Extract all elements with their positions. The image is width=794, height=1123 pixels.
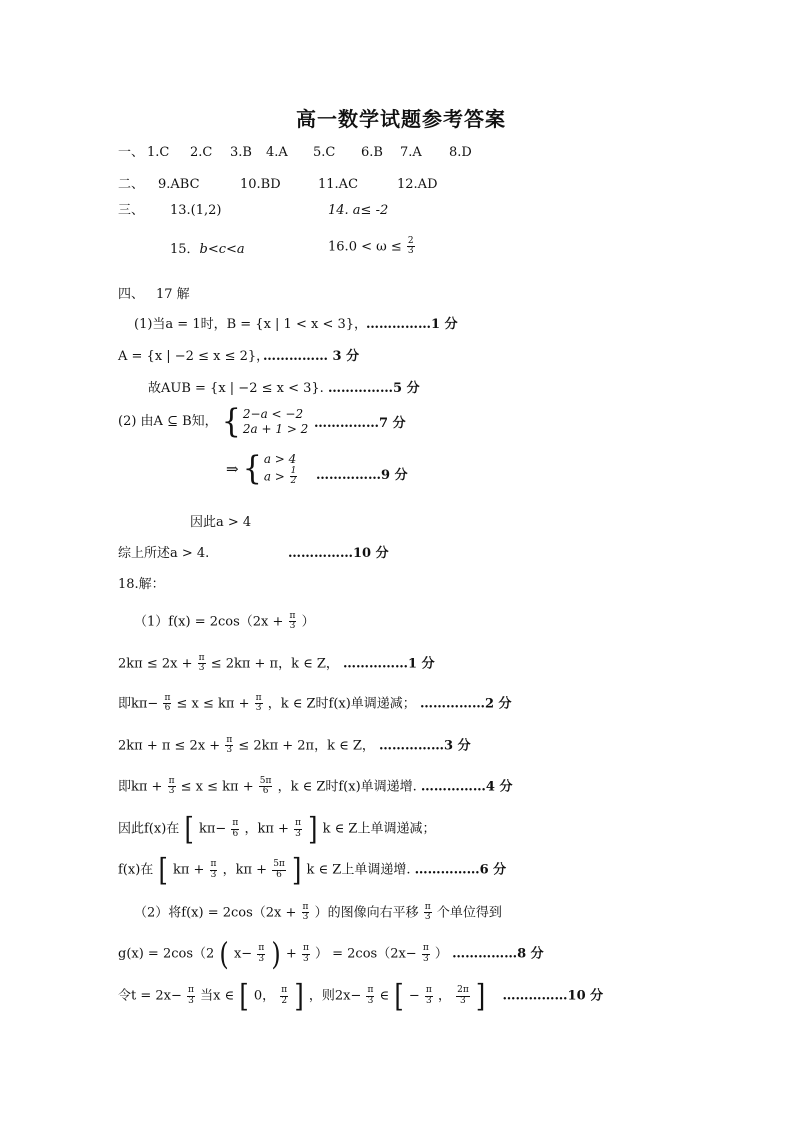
answer-text: 0 < ω ≤ <box>348 239 402 255</box>
points: ……………5 分 <box>328 381 420 396</box>
solution-line: 因此a > 4 <box>190 515 252 530</box>
fraction: $\frac{\pi}{2}$ <box>281 985 288 1006</box>
points: ……………2 分 <box>419 696 512 712</box>
fraction: $\frac{\pi}{3}$ <box>226 735 233 756</box>
answer-item: 14. a≤ -2 <box>328 203 389 218</box>
solution-line: 令t = 2x− $\frac{\pi}{3}$ 当x ∈ [ 0， $\frac{\pi}{2}$ ] ，则2x− $\frac{\pi}{3}$ ∈ [ − $\frac{\pi}{3}$ ， $\frac{2\pi}{3}$ ] ……………10 分 <box>118 977 604 1015</box>
section-label: 一、 <box>118 145 145 160</box>
fraction: $\frac{\pi}{3}$ <box>302 902 309 923</box>
answer-item: 1.C <box>147 145 170 160</box>
points: ……………4 分 <box>420 779 513 795</box>
answer-item: 5.C <box>313 145 336 160</box>
solution-line: （2）将f(x) = 2cos（2x + $\frac{\pi}{3}$ ）的图像向右平移 $\frac{\pi}{3}$ 个单位得到 <box>134 902 502 923</box>
fraction: $\frac{\pi}{3}$ <box>424 902 431 923</box>
page-title: 高一数学试题参考答案 <box>296 107 506 131</box>
fraction: $\frac{\pi}{3}$ <box>422 943 429 964</box>
answer-item: 8.D <box>449 145 472 160</box>
solution-line <box>118 402 309 441</box>
question-label: 18.解： <box>118 577 165 592</box>
fraction: $\frac{\pi}{6}$ <box>164 693 171 714</box>
solution-line: (1)当a = 1时，B = {x | 1 < x < 3}， <box>134 317 368 332</box>
answer-item: 13.(1,2) <box>170 203 222 218</box>
points: ……………8 分 <box>452 946 544 962</box>
answer-number: 16. <box>328 239 349 255</box>
points: ……………9 分 <box>316 468 408 483</box>
answer-item: 12.AD <box>397 177 438 192</box>
inequality-system: { 2−a < −2 2a + 1 > 2 <box>221 402 309 441</box>
solution-line: A = {x | −2 ≤ x ≤ 2}， <box>118 349 270 364</box>
solution-line: 故AUB = {x | −2 ≤ x < 3}. <box>148 381 324 396</box>
points: ……………6 分 <box>414 862 507 878</box>
answer-item: 6.B <box>361 145 383 160</box>
solution-line: f(x)在 [ kπ + $\frac{\pi}{3}$ ，kπ + $\frac{5\pi}{6}$ ] k ∈ Z上单调递增. ……………6 分 <box>118 851 507 889</box>
inequality-system: { a > 4 a > $\frac{1}{2}$ <box>242 449 297 489</box>
answer-item <box>170 243 245 257</box>
fraction: $\frac{\pi}{3}$ <box>425 985 432 1006</box>
section-label: 四、 <box>118 287 145 302</box>
points: ……………3 分 <box>379 738 471 754</box>
answer-item: 11.AC <box>318 177 359 192</box>
solution-line: （1）f(x) = 2cos（2x + $\frac{\pi}{3}$ ） <box>134 611 315 632</box>
fraction: $\frac{\pi}{3}$ <box>198 653 205 674</box>
section-label: 三、 <box>118 203 145 218</box>
answer-text: b<c<a <box>199 242 245 257</box>
fraction: $\frac{\pi}{3}$ <box>289 611 296 632</box>
answer-item: 3.B <box>230 145 252 160</box>
fraction: $\frac{\pi}{3}$ <box>168 776 175 797</box>
solution-line: 综上所述a > 4. <box>118 546 210 561</box>
solution-line: g(x) = 2cos（2 ( x− $\frac{\pi}{3}$ ) + $\frac{\pi}{3}$ ） = 2cos（2x− $\frac{\pi}{3}$ ） ……………8 分 <box>118 935 544 973</box>
fraction: $\frac{\pi}{3}$ <box>258 943 265 964</box>
implies-arrow: ⇒ <box>226 460 239 479</box>
answer-number: 15． <box>170 242 200 257</box>
fraction: $\frac{2}{3}$ <box>407 236 414 257</box>
points: ……………1 分 <box>366 317 458 332</box>
points: …………… 3 分 <box>263 349 360 364</box>
fraction: $\frac{2\pi}{3}$ <box>457 985 469 1006</box>
fraction: $\frac{5\pi}{6}$ <box>273 859 285 880</box>
points: ……………7 分 <box>314 416 406 431</box>
fraction: $\frac{\pi}{3}$ <box>302 943 309 964</box>
points: ……………1 分 <box>343 656 435 672</box>
solution-line: 即kπ− $\frac{\pi}{6}$ ≤ x ≤ kπ + $\frac{\pi}{3}$ ，k ∈ Z时f(x)单调递减； ……………2 分 <box>118 693 512 714</box>
fraction: $\frac{\pi}{3}$ <box>210 859 217 880</box>
fraction: $\frac{\pi}{3}$ <box>295 818 301 839</box>
solution-line: 因此f(x)在 [ kπ− $\frac{\pi}{6}$ ，kπ + $\frac{\pi}{3}$ ] k ∈ Z上单调递减； <box>118 810 436 848</box>
question-label: 17 解 <box>156 287 190 302</box>
answer-item: 9.ABC <box>158 177 200 192</box>
answer-item: 2.C <box>190 145 213 160</box>
solution-line: 2kπ + π ≤ 2x + $\frac{\pi}{3}$ ≤ 2kπ + 2π，k ∈ Z， ……………3 分 <box>118 735 471 756</box>
fraction: $\frac{1}{2}$ <box>290 466 297 487</box>
solution-line <box>226 449 298 489</box>
answer-item <box>328 237 416 257</box>
solution-line: 2kπ ≤ 2x + $\frac{\pi}{3}$ ≤ 2kπ + π，k ∈ Z， ……………1 分 <box>118 653 435 674</box>
section-label: 二、 <box>118 177 145 192</box>
fraction: $\frac{\pi}{3}$ <box>188 985 194 1006</box>
fraction: $\frac{5\pi}{6}$ <box>259 776 272 797</box>
fraction: $\frac{\pi}{6}$ <box>232 818 239 839</box>
points: ……………10 分 <box>502 988 604 1004</box>
answer-item: 10.BD <box>240 177 281 192</box>
fraction: $\frac{\pi}{3}$ <box>255 693 262 714</box>
answer-item: 7.A <box>400 145 422 160</box>
points: ……………10 分 <box>288 546 389 561</box>
solution-text: (2) 由A ⊆ B知， <box>118 413 218 429</box>
answer-item: 4.A <box>266 145 288 160</box>
solution-line: 即kπ + $\frac{\pi}{3}$ ≤ x ≤ kπ + $\frac{5\pi}{6}$ ，k ∈ Z时f(x)单调递增. ……………4 分 <box>118 776 513 797</box>
fraction: $\frac{\pi}{3}$ <box>367 985 374 1006</box>
